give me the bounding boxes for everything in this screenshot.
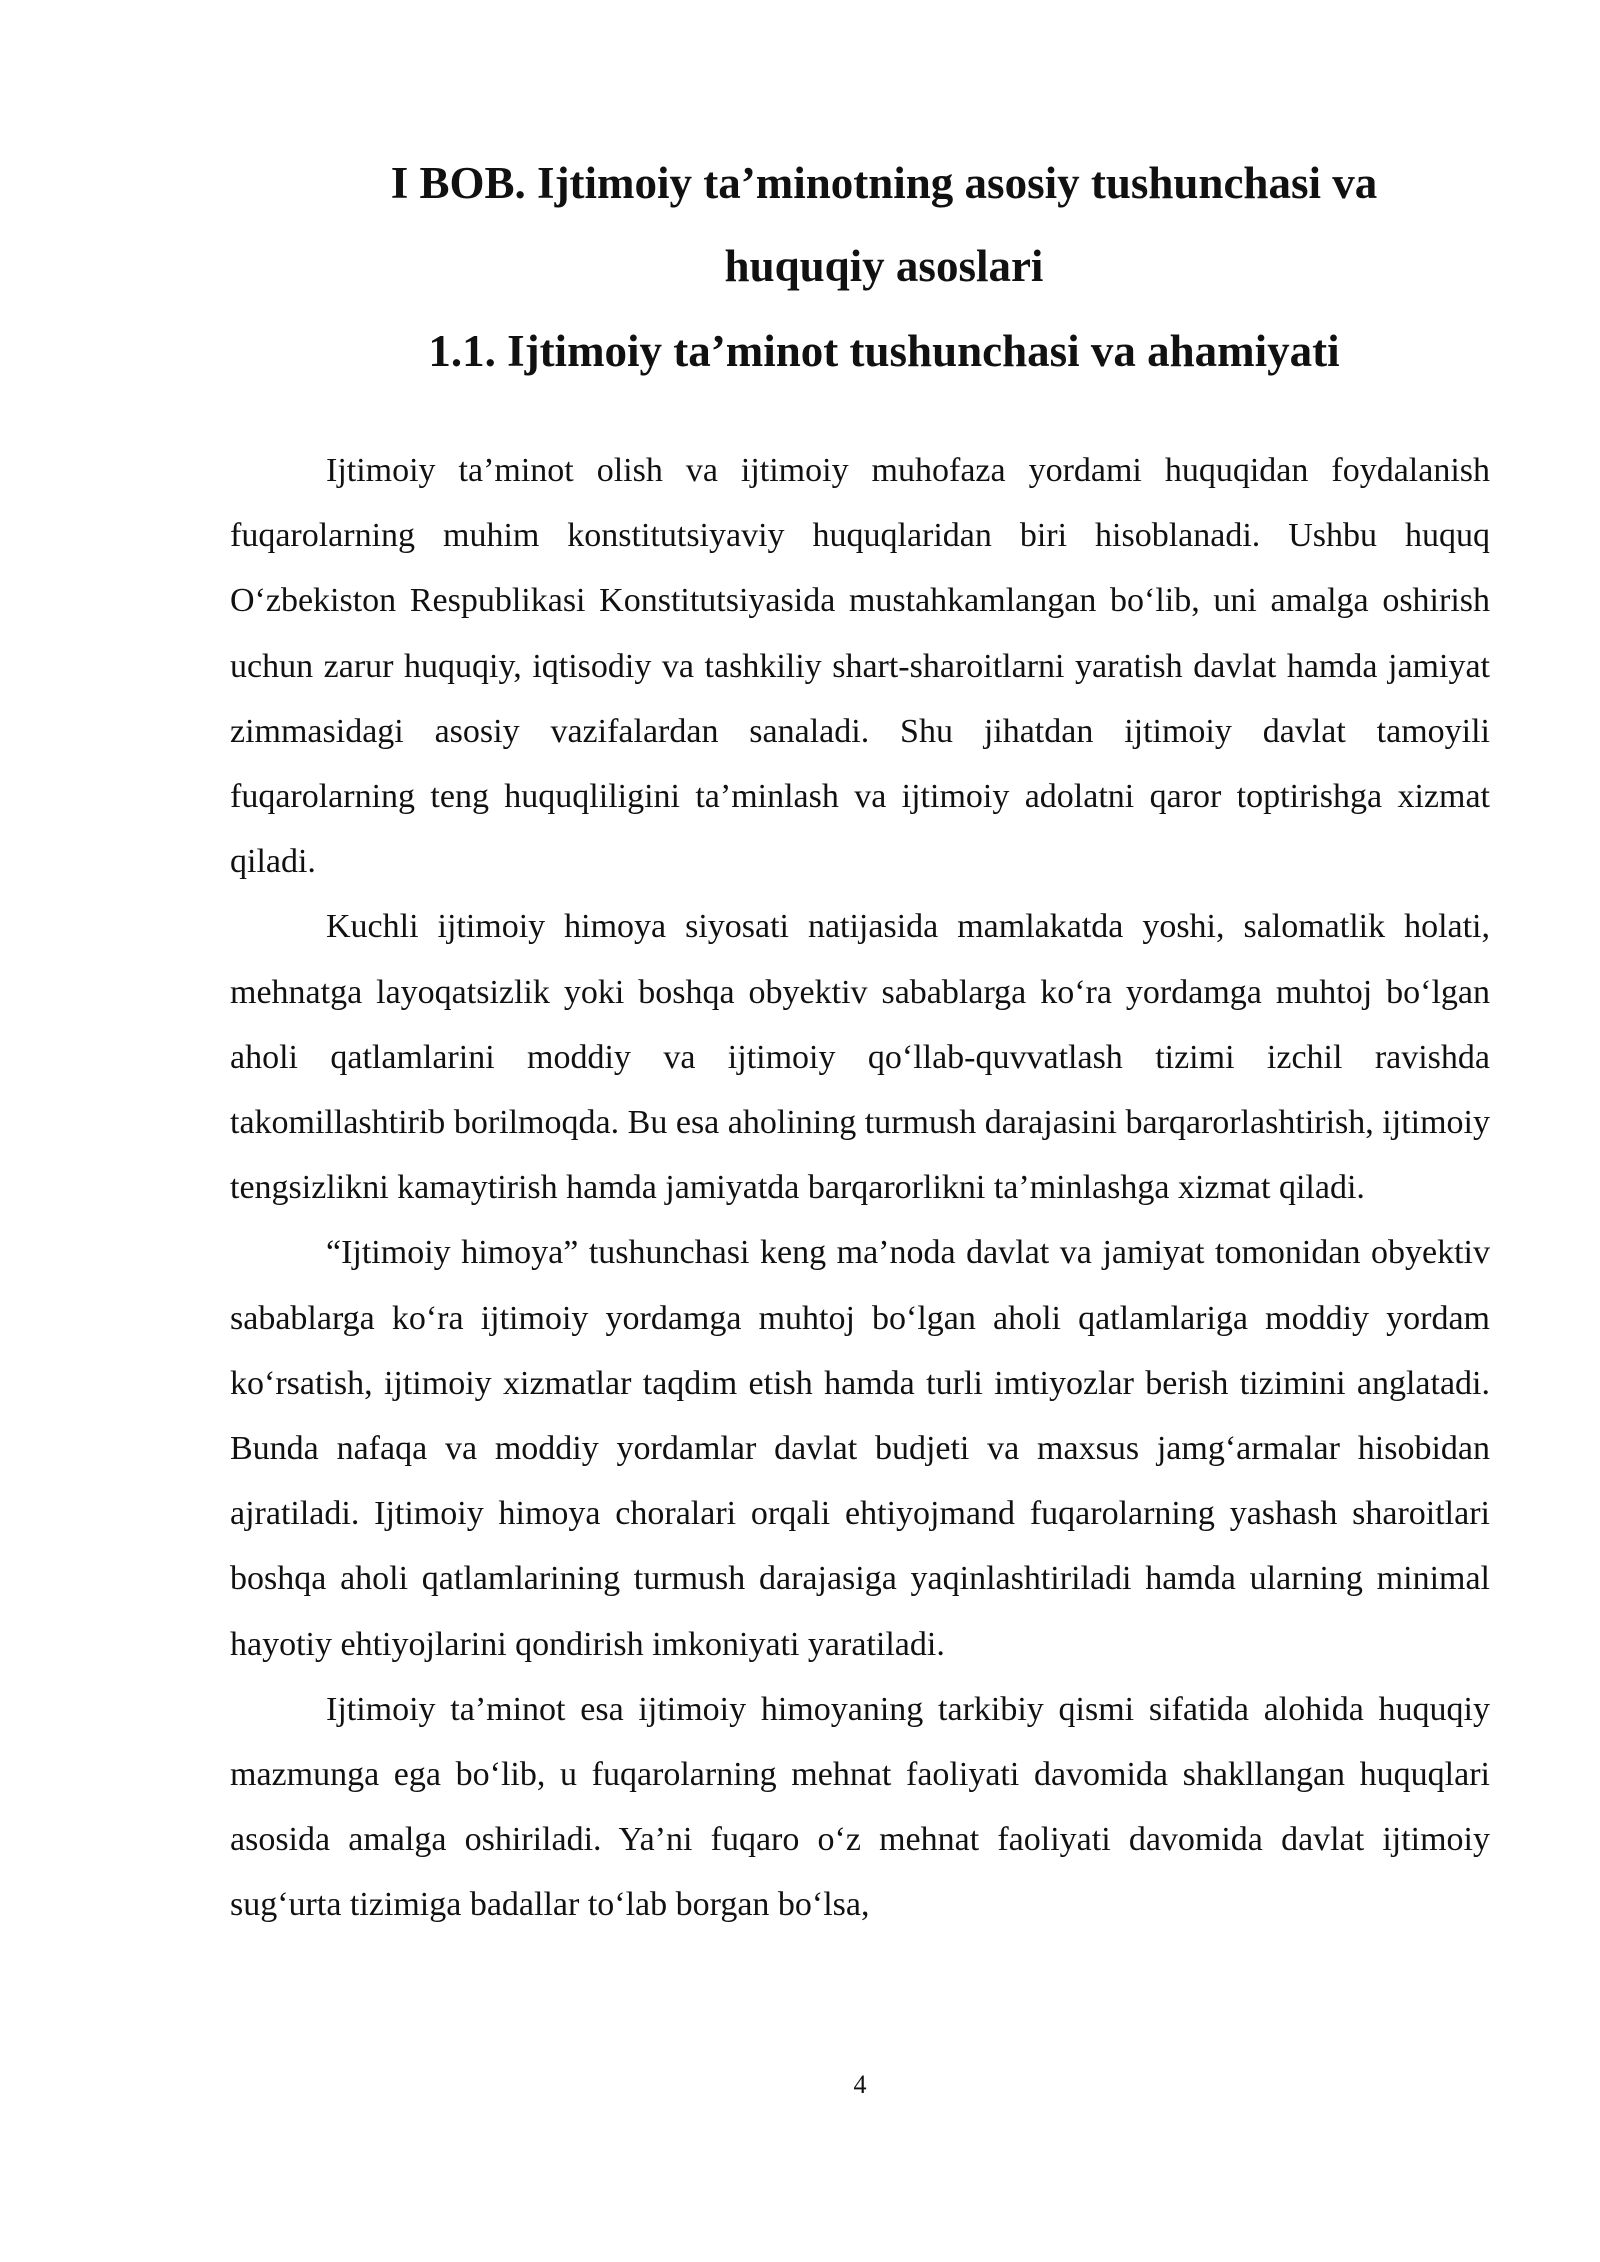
page-number: 4 (853, 2070, 867, 2099)
body-text (230, 438, 1490, 1938)
paragraph: Ijtimoiy ta’minot esa ijtimoiy himoyaning tarkibiy qismi sifatida alohida huquqiy mazmunga ega bo‘lib, u fuqarolarning mehnat faoliyati davomida shakllangan huquqlari asosida amalga oshiriladi. Ya’ni fuqaro o‘z mehnat faoliyati davomida davlat ijtimoiy sug‘urta tizimiga badallar to‘lab borgan bo‘lsa, (230, 1690, 1490, 1924)
paragraph: Ijtimoiy ta’minot olish va ijtimoiy muhofaza yordami huquqidan foydalanish fuqarolarning muhim konstitutsiyaviy huquqlaridan biri hisoblanadi. Ushbu huquq O‘zbekiston Respublikasi Konstitutsiyasida mustahkamlangan bo‘lib, uni amalga oshirish uchun zarur huquqiy, iqtisodiy va tashkiliy shart-sharoitlarni yaratish davlat hamda jamiyat zimmasidagi asosiy vazifalardan sanaladi. Shu jihatdan ijtimoiy davlat tamoyili fuqarolarning teng huquqliligini ta’minlash va ijtimoiy adolatni qaror toptirishga xizmat qiladi. (230, 452, 1490, 881)
chapter-title: I BOB. Ijtimoiy ta’minotning asosiy tushunchasi va huquqiy asoslari (390, 158, 1378, 291)
section-title: 1.1. Ijtimoiy ta’minot tushunchasi va ahamiyati (428, 326, 1340, 376)
paragraph: Kuchli ijtimoiy himoya siyosati natijasida mamlakatda yoshi, salomatlik holati, mehnatga layoqatsizlik yoki boshqa obyektiv sabablarga ko‘ra yordamga muhtoj bo‘lgan aholi qatlamlarini moddiy va ijtimoiy qo‘llab-quvvatlash tizimi izchil ravishda takomillashtirib borilmoqda. Bu esa aholining turmush darajasini barqarorlashtirish, ijtimoiy tengsizlikni kamaytirish hamda jamiyatda barqarorlikni ta’minlashga xizmat qiladi. (230, 908, 1490, 1207)
paragraph: “Ijtimoiy himoya” tushunchasi keng ma’noda davlat va jamiyat tomonidan obyektiv sabablarga ko‘ra ijtimoiy yordamga muhtoj bo‘lgan aholi qatlamlariga moddiy yordam ko‘rsatish, ijtimoiy xizmatlar taqdim etish hamda turli imtiyozlar berish tizimini anglatadi. Bunda nafaqa va moddiy yordamlar davlat budjeti va maxsus jamg‘armalar hisobidan ajratiladi. Ijtimoiy himoya choralari orqali ehtiyojmand fuqarolarning yashash sharoitlari boshqa aholi qatlamlarining turmush darajasiga yaqinlashtiriladi hamda ularning minimal hayotiy ehtiyojlarini qondirish imkoniyati yaratiladi. (230, 1234, 1490, 1663)
